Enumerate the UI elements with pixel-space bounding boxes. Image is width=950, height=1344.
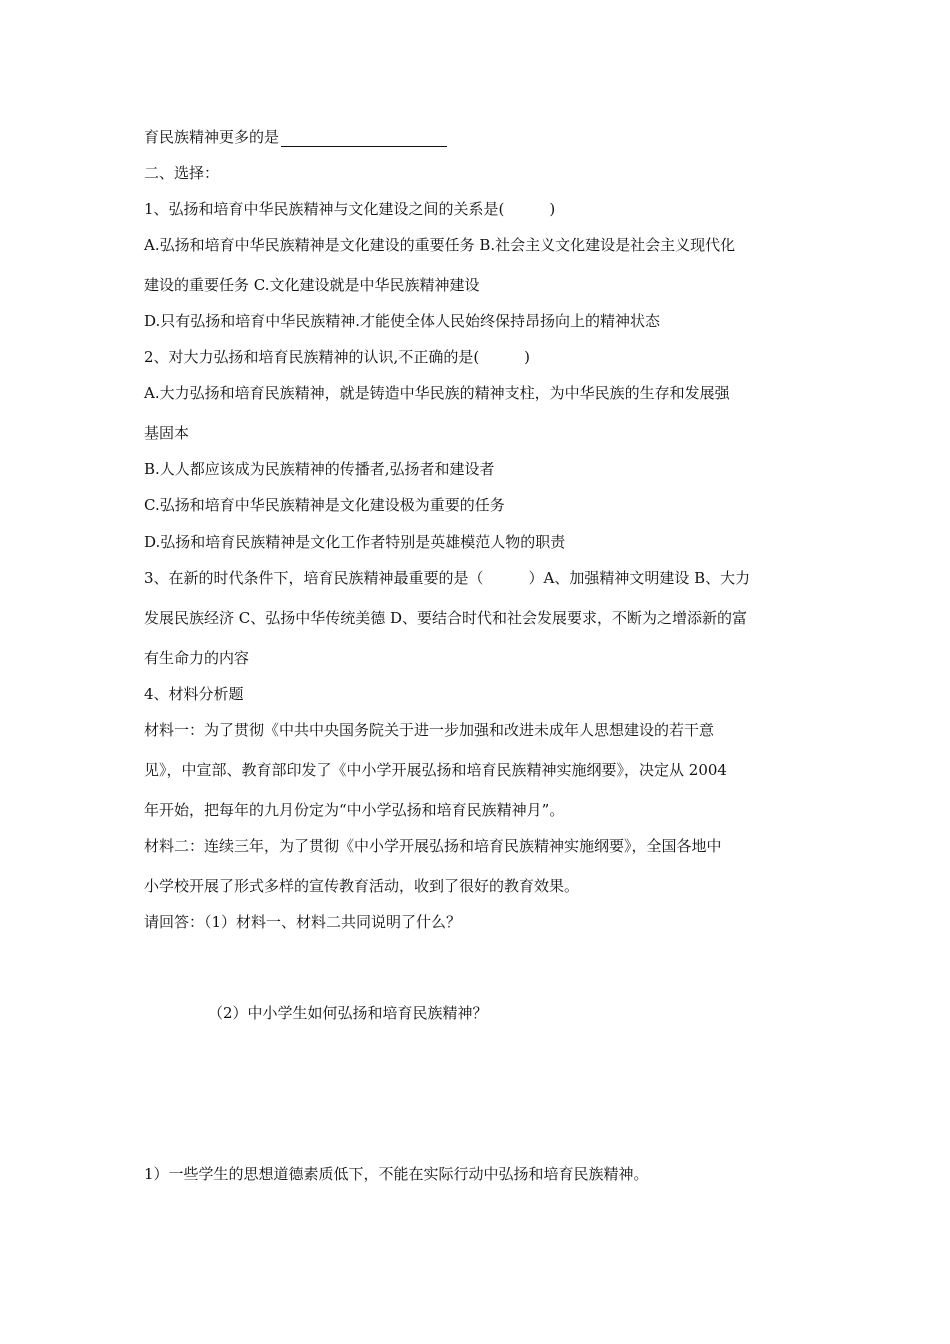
- text-line: [144, 127, 447, 147]
- text-line: 小学校开展了形式多样的宣传教育活动，收到了很好的教育效果。: [144, 877, 580, 895]
- text-line: 基固本: [144, 424, 190, 442]
- text-line: （2）中小学生如何弘扬和培育民族精神？: [208, 1004, 488, 1022]
- text-line: D.弘扬和培育民族精神是文化工作者特别是英雄模范人物的职责: [144, 533, 566, 551]
- text-line: 1）一些学生的思想道德素质低下，不能在实际行动中弘扬和培育民族精神。: [144, 1165, 649, 1183]
- text-line: 发展民族经济 C、弘扬中华传统美德 D、要结合时代和社会发展要求，不断为之增添新的富: [144, 609, 748, 627]
- text-line: 请回答：（1）材料一、材料二共同说明了什么？: [144, 913, 462, 931]
- text-line: A.弘扬和培育中华民族精神是文化建设的重要任务 B.社会主义文化建设是社会主义现代化: [144, 236, 736, 254]
- line-text: 育民族精神更多的是: [144, 128, 280, 146]
- answer-blank: [281, 130, 447, 147]
- question-2: 2、对大力弘扬和培育民族精神的认识,不正确的是( ): [144, 348, 531, 366]
- text-line: 有生命力的内容: [144, 649, 250, 667]
- text-line: 建设的重要任务 C.文化建设就是中华民族精神建设: [144, 276, 480, 294]
- text-line: 材料二：连续三年，为了贯彻《中小学开展弘扬和培育民族精神实施纲要》，全国各地中: [144, 837, 722, 855]
- section-heading: 二、选择：: [144, 164, 220, 182]
- question-4: 4、材料分析题: [144, 685, 244, 703]
- text-line: 材料一：为了贯彻《中共中央国务院关于进一步加强和改进未成年人思想建设的若干意: [144, 721, 715, 739]
- text-line: B.人人都应该成为民族精神的传播者,弘扬者和建设者: [144, 460, 495, 478]
- text-line: 见》，中宣部、教育部印发了《中小学开展弘扬和培育民族精神实施纲要》，决定从 2004: [144, 761, 727, 779]
- text-line: 年开始，把每年的九月份定为“中小学弘扬和培育民族精神月”。: [144, 801, 565, 819]
- question-1: 1、弘扬和培育中华民族精神与文化建设之间的关系是( ): [144, 200, 556, 218]
- question-3: 3、在新的时代条件下，培育民族精神最重要的是（ ）A、加强精神文明建设 B、大力: [144, 569, 751, 587]
- text-line: C.弘扬和培育中华民族精神是文化建设极为重要的任务: [144, 496, 505, 514]
- text-line: D.只有弘扬和培育中华民族精神.才能使全体人民始终保持昂扬向上的精神状态: [144, 312, 661, 330]
- text-line: A.大力弘扬和培育民族精神，就是铸造中华民族的精神支柱，为中华民族的生存和发展强: [144, 384, 730, 402]
